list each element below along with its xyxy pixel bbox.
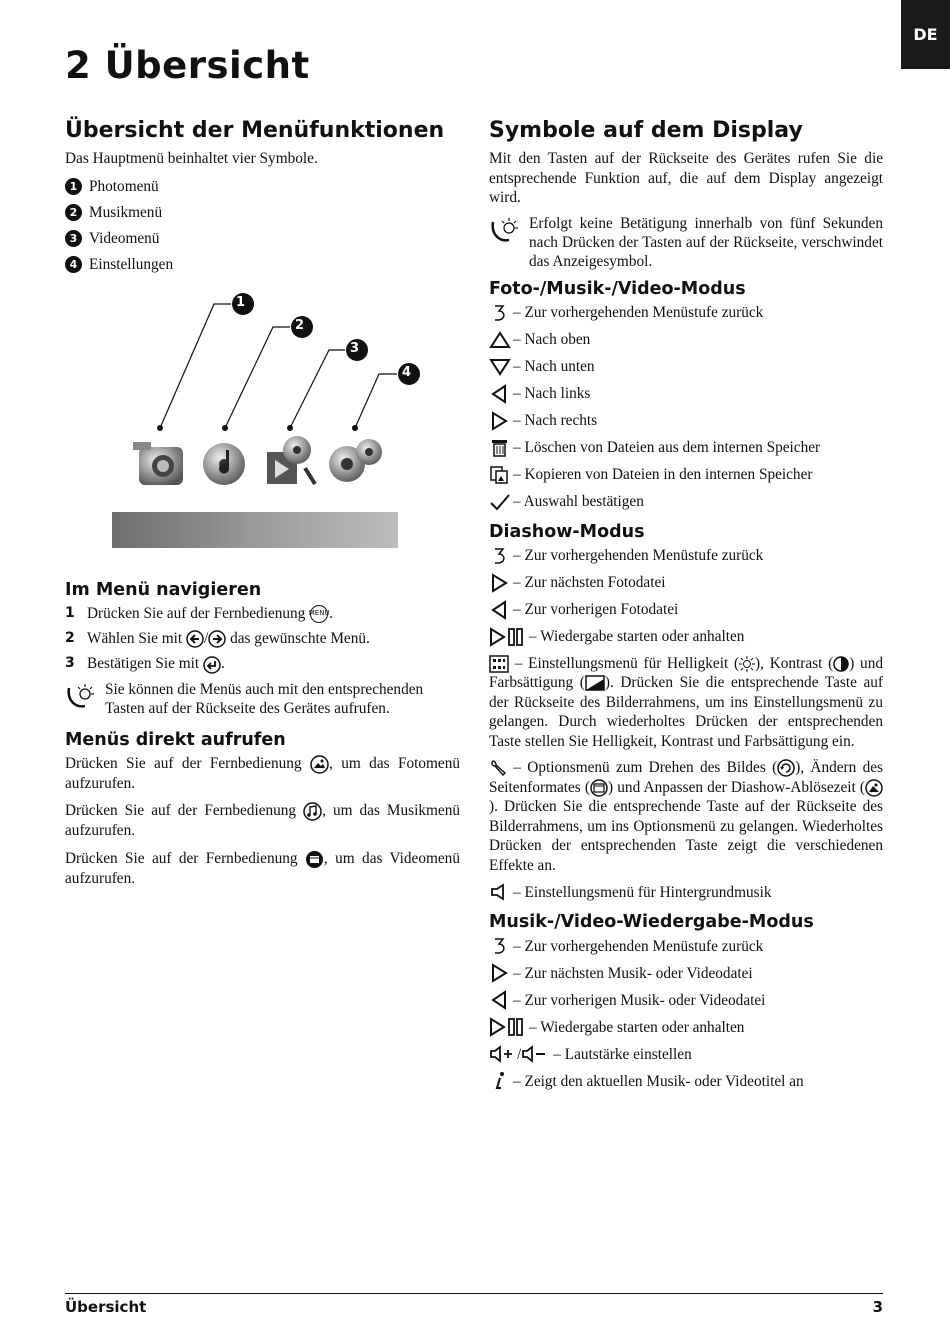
callout-dot-2 (222, 425, 228, 431)
menu-item-settings (65, 255, 460, 274)
menu-item-label: Photomenü (89, 177, 159, 195)
symbol-text: – Auswahl bestätigen (513, 493, 644, 510)
para-text: ), Ändern des Seitenformates ( (489, 759, 883, 796)
step-text: Wählen Sie mit (87, 629, 183, 647)
music-button-icon (303, 802, 322, 821)
direct-video-para (65, 849, 460, 888)
transition-time-icon (865, 779, 883, 797)
direct-photo-para (65, 754, 460, 793)
step-text: Bestätigen Sie mit (87, 655, 200, 673)
para-text: ) und Anpassen der Diashow-Ablösezeit ( (608, 778, 866, 796)
menu-item-music (65, 203, 460, 222)
tip-text: Erfolgt keine Betätigung innerhalb von fünf Sekunden nach Drücken der Tasten auf der Rückseite, verschwindet das Anzeigesymbol. (529, 214, 883, 270)
para-text: Drücken Sie auf der Fernbedienung (65, 849, 298, 867)
wrench-icon (489, 759, 507, 777)
callout-label-4: 4 (402, 364, 412, 380)
playback-row-playpause (489, 1017, 883, 1037)
step-text-end: . (221, 655, 225, 673)
symbol-text: – Zur vorhergehenden Menüstufe zurück (513, 547, 764, 564)
callout-line-4 (355, 374, 397, 428)
symbol-text: – Zur nächsten Fotodatei (513, 574, 666, 591)
symbol-text: – Wiedergabe starten oder anhalten (529, 628, 745, 645)
number-badge: 4 (65, 256, 82, 273)
trash-icon (489, 438, 511, 458)
tip-icon (65, 680, 101, 710)
symbol-text: – Zur nächsten Musik- oder Videodatei (513, 964, 753, 982)
playback-heading: Musik-/Video-Wiedergabe-Modus (489, 912, 814, 932)
right-icon (489, 411, 511, 431)
symbol-row-left (489, 384, 883, 404)
symbol-row-down (489, 357, 883, 377)
photo-mode-heading: Foto-/Musik-/Video-Modus (489, 278, 746, 299)
callout-line-3 (290, 350, 345, 428)
symbol-text: – Zur vorhergehenden Menüstufe zurück (513, 304, 764, 321)
symbol-text: – Zur vorhergehenden Menüstufe zurück (513, 937, 764, 955)
para-text: Drücken Sie auf der Fernbedienung (65, 754, 302, 772)
para-text: ). Drücken Sie die entsprechende Taste auf der Rückseite des Bilderrahmens, um ins Optionsmenü zu gelangen. Wiederholtes Drücken der entsprechenden Taste zeigt die verschiedenen Effekte an. (489, 798, 883, 874)
rotate-icon (777, 759, 795, 777)
tip-icon (489, 214, 525, 244)
volume-separator: / (517, 1045, 522, 1063)
callout-line-1 (160, 304, 231, 428)
symbol-text: – Löschen von Dateien aus dem internen Speicher (513, 439, 821, 456)
up-icon (489, 330, 511, 350)
left-icon (489, 600, 511, 620)
callout-label-3: 3 (350, 340, 360, 356)
left-icon (489, 384, 511, 404)
para-text-end: , um das Videomenü aufzurufen. (65, 849, 460, 887)
photo-menu-icon (133, 442, 183, 485)
music-menu-icon (203, 443, 245, 485)
callout-line-2 (225, 327, 290, 428)
brightness-icon (739, 656, 755, 672)
para-text: Drücken Sie auf der Fernbedienung (65, 802, 297, 820)
direct-music-para (65, 801, 460, 840)
symbol-row-right (489, 411, 883, 431)
symbol-text: – Zur vorherigen Fotodatei (513, 601, 679, 618)
symbols-intro: Mit den Tasten auf der Rückseite des Gerätes rufen Sie die entsprechende Funktion auf, die auf dem Display angezeigt wird. (489, 150, 883, 206)
slideshow-row-back (489, 546, 883, 566)
symbol-text: – Lautstärke einstellen (553, 1045, 692, 1063)
callout-label-1: 1 (236, 294, 246, 310)
back-icon (489, 936, 511, 956)
copy-icon (489, 465, 511, 485)
playback-row-info (489, 1071, 883, 1091)
step-text-end: . (329, 604, 333, 622)
down-icon (489, 357, 511, 377)
para-text: ) und Farbsättigung ( (489, 654, 883, 691)
slideshow-row-music (489, 882, 883, 902)
para-text: – Optionsmenü zum Drehen des Bildes ( (513, 759, 778, 776)
arrow-left-button-icon (186, 630, 204, 648)
menu-item-video (65, 229, 460, 248)
play-pause-icon (489, 1017, 525, 1037)
symbol-text: – Nach unten (513, 358, 595, 375)
language-tab: DE (901, 0, 950, 69)
symbol-text: – Nach links (513, 385, 591, 402)
step-separator: / (204, 629, 209, 647)
symbol-row-copy (489, 465, 883, 485)
number-badge: 2 (65, 204, 82, 221)
symbols-heading: Symbole auf dem Display (489, 118, 803, 143)
symbol-row-delete (489, 438, 883, 458)
callout-dot-3 (287, 425, 293, 431)
menu-bar (112, 512, 398, 548)
navigate-heading: Im Menü navigieren (65, 579, 262, 600)
menu-overview-intro: Das Hauptmenü beinhaltet vier Symbole. (65, 150, 318, 167)
contrast-icon (833, 656, 849, 672)
symbol-text: – Nach oben (513, 331, 591, 348)
menu-button-icon: MENU (310, 605, 328, 623)
back-icon (489, 303, 511, 323)
symbol-text: – Zeigt den aktuellen Musik- oder Videotitel an (513, 1072, 804, 1090)
video-button-icon (305, 850, 324, 869)
slideshow-settings-para (489, 654, 883, 752)
photo-button-icon (310, 755, 329, 774)
symbol-row-confirm (489, 492, 883, 512)
volume-down-icon (521, 1044, 549, 1064)
right-icon (489, 573, 511, 593)
volume-up-icon (489, 1044, 517, 1064)
number-badge: 1 (65, 178, 82, 195)
callout-dot-4 (352, 425, 358, 431)
navigate-step-3 (65, 654, 460, 673)
para-text: ). Drücken Sie die entsprechende Taste auf der Rückseite des Bilderrahmens, um ins Einstellungsmenü zu gelangen. Durch wiederholtes Drücken der entsprechenden Taste stellen Sie Helligkeit, Kontrast und Farbsättigung ein. (489, 674, 883, 750)
playback-row-next (489, 963, 883, 983)
navigate-step-1 (65, 604, 460, 623)
tip-text: Sie können die Menüs auch mit den entsprechenden Tasten auf der Rückseite des Gerätes aufrufen. (105, 680, 424, 717)
playback-row-back (489, 936, 883, 956)
symbol-text: – Zur vorherigen Musik- oder Videodatei (513, 991, 766, 1009)
settings-grid-icon (489, 655, 509, 673)
symbol-row-up (489, 330, 883, 350)
menu-item-label: Einstellungen (89, 255, 174, 273)
para-text-end: , um das Fotomenü aufzurufen. (65, 754, 460, 792)
step-number: 2 (65, 629, 75, 646)
number-badge: 3 (65, 230, 82, 247)
playback-row-prev (489, 990, 883, 1010)
enter-button-icon (203, 656, 221, 674)
info-icon (489, 1071, 511, 1091)
step-text: Drücken Sie auf der Fernbedienung (87, 604, 306, 622)
slideshow-row-playpause (489, 627, 883, 647)
play-pause-icon (489, 627, 525, 647)
symbol-text: – Wiedergabe starten oder anhalten (529, 1018, 745, 1036)
settings-menu-icon (329, 439, 382, 482)
page-number: 3 (872, 1298, 883, 1316)
main-menu-illustration (107, 292, 447, 552)
slideshow-row-next (489, 573, 883, 593)
symbol-text: – Kopieren von Dateien in den internen Speicher (513, 466, 813, 483)
para-text: ), Kontrast ( (755, 654, 834, 672)
step-number: 1 (65, 604, 75, 621)
right-icon (489, 963, 511, 983)
para-text-end: , um das Musikmenü aufzurufen. (65, 802, 460, 840)
symbols-tip (489, 214, 883, 271)
slideshow-options-para (489, 758, 883, 875)
video-menu-icon (267, 436, 315, 484)
left-column (65, 118, 460, 888)
menu-overview-heading: Übersicht der Menüfunktionen (65, 118, 445, 143)
direct-heading: Menüs direkt aufrufen (65, 729, 286, 750)
back-icon (489, 546, 511, 566)
slideshow-heading: Diashow-Modus (489, 521, 645, 542)
menu-item-label: Musikmenü (89, 203, 163, 221)
footer-rule (65, 1293, 883, 1294)
right-column (489, 118, 883, 1098)
para-text: – Einstellungsmenü für Helligkeit ( (514, 654, 740, 672)
chapter-title: 2 Übersicht (65, 44, 310, 87)
footer-section-title: Übersicht (65, 1298, 147, 1316)
menu-item-label: Videomenü (89, 229, 160, 247)
slideshow-row-prev (489, 600, 883, 620)
step-text-end: das gewünschte Menü. (230, 629, 370, 647)
symbol-text: – Einstellungsmenü für Hintergrundmusik (513, 883, 772, 901)
menu-item-photo (65, 177, 460, 196)
callout-dot-1 (157, 425, 163, 431)
arrow-right-button-icon (208, 630, 226, 648)
page-format-icon (590, 779, 608, 797)
navigate-step-2 (65, 629, 460, 648)
left-icon (489, 990, 511, 1010)
step-number: 3 (65, 655, 75, 672)
callout-label-2: 2 (295, 317, 305, 333)
main-menu-figure (107, 292, 447, 552)
speaker-icon (489, 882, 511, 902)
saturation-icon (585, 675, 605, 691)
navigate-tip (65, 680, 460, 718)
check-icon (489, 492, 511, 512)
symbol-row-back (489, 303, 883, 323)
symbol-text: – Nach rechts (513, 412, 598, 429)
playback-row-volume (489, 1044, 883, 1064)
